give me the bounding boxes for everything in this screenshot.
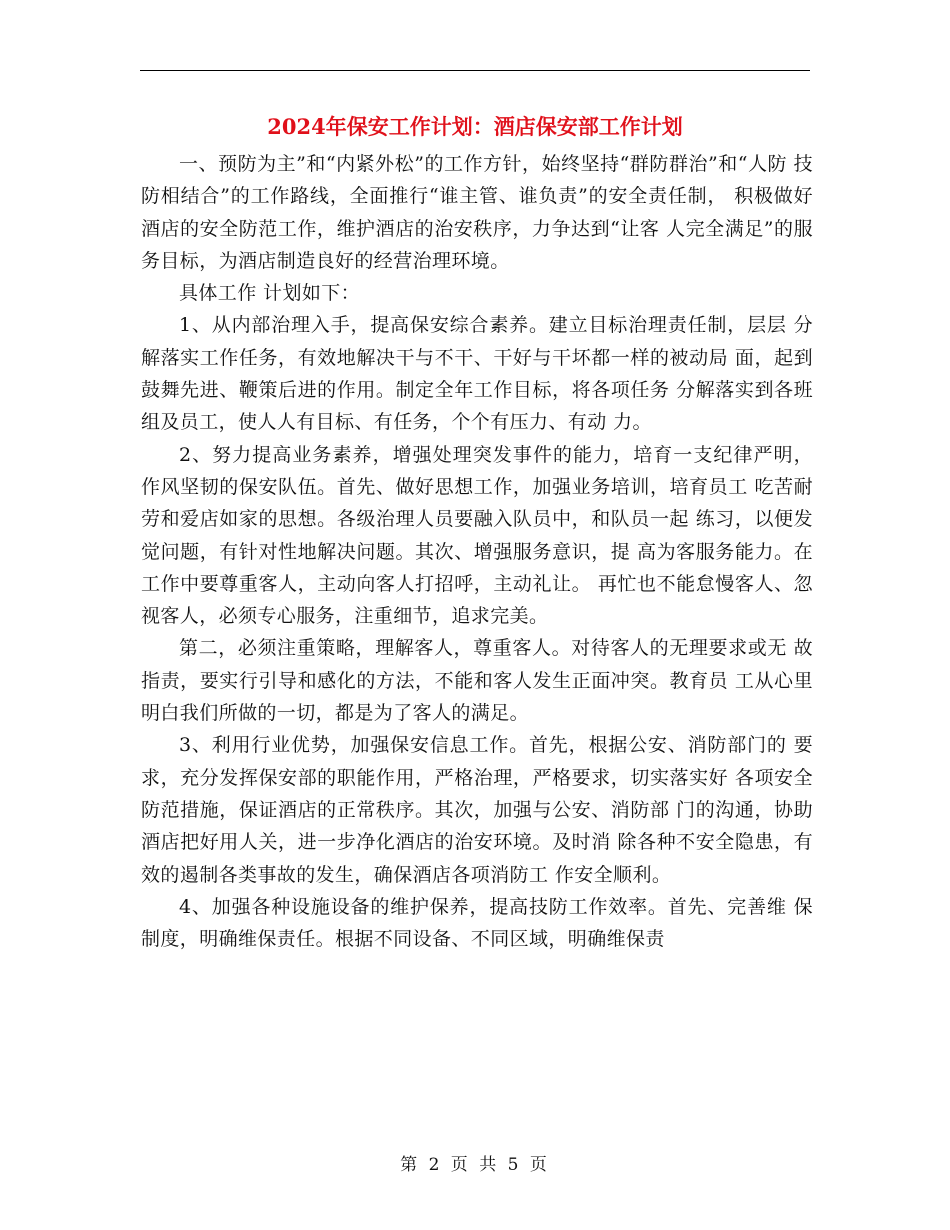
- paragraph-item-1: 1、从内部治理入手，提高保安综合素养。建立目标治理责任制，层层 分解落实工作任务，有效地解决干与不干、干好与干坏都一样的被动局 面，起到鼓舞先进、鞭策后进的作用。制定全年工作目标，将各项任务 分解落实到各班组及员工，使人人有目标、有任务，个个有压力、有动 力。: [141, 314, 813, 434]
- header-rule: [140, 70, 810, 71]
- document-body: [141, 148, 813, 955]
- paragraph-plan-heading: 具体工作 计划如下：: [179, 282, 361, 305]
- paragraph-item-4: 4、加强各种设施设备的维护保养，提高技防工作效率。首先、完善维 保制度，明确维保责任。根据不同设备、不同区域，明确维保责: [141, 895, 813, 951]
- paragraph-second-point: 第二，必须注重策略，理解客人，尊重客人。对待客人的无理要求或无 故指责，要实行引导和感化的方法，不能和客人发生正面冲突。教育员 工从心里明白我们所做的一切，都是为了客人的满足。: [141, 637, 813, 725]
- document-title: 2024年保安工作计划：酒店保安部工作计划: [267, 114, 683, 139]
- page-number: 第 2 页 共 5 页: [400, 1155, 550, 1175]
- paragraph-item-2: 2、努力提高业务素养，增强处理突发事件的能力，培育一支纪律严明， 作风坚韧的保安队伍。首先、做好思想工作，加强业务培训，培育员工 吃苦耐劳和爱店如家的思想。各级治理人员要融入队员中，和队员一起 练习，以便发觉问题，有针对性地解决问题。其次、增强服务意识，提 高为客服务能力。在工作中要尊重客人，主动向客人打招呼，主动礼让。 再忙也不能怠慢客人、忽视客人，必须专心服务，注重细节，追求完美。: [141, 443, 813, 628]
- paragraph-intro: 一、预防为主”和“内紧外松”的工作方针，始终坚持“群防群治”和“人防 技防相结合”的工作路线，全面推行“谁主管、谁负责”的安全责任制， 积极做好酒店的安全防范工作，维护酒店的治安秩序，力争达到“让客 人完全满足”的服务目标，为酒店制造良好的经营治理环境。: [141, 153, 813, 272]
- paragraph-item-3: 3、利用行业优势，加强保安信息工作。首先，根据公安、消防部门的 要求，充分发挥保安部的职能作用，严格治理，严格要求，切实落实好 各项安全防范措施，保证酒店的正常秩序。其次，加强与公安、消防部 门的沟通，协助酒店把好用人关，进一步净化酒店的治安环境。及时消 除各种不安全隐患，有效的遏制各类事故的发生，确保酒店各项消防工 作安全顺利。: [141, 734, 813, 886]
